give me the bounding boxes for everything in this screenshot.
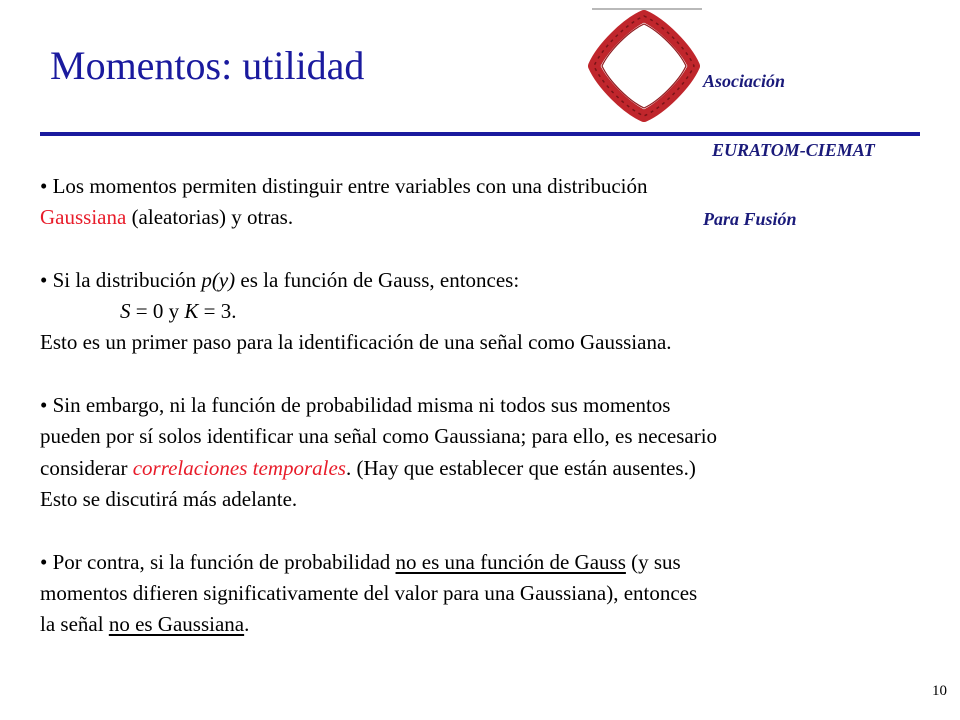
p2-line-2-b: = 3. xyxy=(198,299,237,324)
p1-line-2-rest: (aleatorias) y otras. xyxy=(126,205,294,230)
spacer xyxy=(40,234,920,265)
highlight-correlaciones: correlaciones temporales xyxy=(132,455,346,480)
underlined-no-gauss: no es una función de Gauss xyxy=(395,549,626,574)
p2-line-1-b: es la función de Gauss, entonces: xyxy=(235,267,520,292)
org-line-2: EURATOM-CIEMAT xyxy=(703,140,875,160)
p2-symbol-s: S xyxy=(120,299,131,324)
p4-line-1-a: • Por contra, si la función de probabilidad xyxy=(40,549,396,574)
p2-line-2-a: = 0 y xyxy=(130,299,185,324)
p3-line-1: • Sin embargo, ni la función de probabilidad misma ni todos sus momentos xyxy=(40,393,671,418)
p3-line-2: pueden por sí solos identificar una señal como Gaussiana; para ello, es necesario xyxy=(40,424,718,449)
slide-body xyxy=(40,171,920,640)
p2-line-1 xyxy=(40,265,920,296)
highlight-gaussiana: Gaussiana xyxy=(40,205,127,230)
euratom-ciemat-logo-icon xyxy=(588,10,700,122)
p3-line-3 xyxy=(40,453,920,484)
p1-line-1: • Los momentos permiten distinguir entre variables con una distribución xyxy=(40,174,648,198)
p3-line-3-b: . (Hay que establecer que están ausentes.) xyxy=(345,455,696,480)
title-rule xyxy=(40,132,920,136)
p3-line-4: Esto se discutirá más adelante. xyxy=(40,486,298,511)
org-line-3: Para Fusión xyxy=(703,209,797,229)
p2-py-italic: p(y) xyxy=(201,267,236,292)
org-line-1: Asociación xyxy=(703,71,786,91)
slide-title: Momentos: utilidad xyxy=(50,43,365,88)
p4-line-1 xyxy=(40,547,920,578)
p2-line-2 xyxy=(40,296,920,327)
spacer xyxy=(40,515,920,546)
p4-line-1-b: (y sus xyxy=(625,549,681,574)
p2-line-1-a: • Si la distribución xyxy=(40,267,202,292)
p1-line-2 xyxy=(40,202,920,233)
p4-line-2: momentos difieren significativamente del valor para una Gaussiana), entonces xyxy=(40,580,698,605)
p3-line-3-a: considerar xyxy=(40,455,133,480)
p2-symbol-k: K xyxy=(184,299,199,324)
spacer xyxy=(40,359,920,390)
page-number: 10 xyxy=(932,683,947,699)
p4-line-3 xyxy=(40,609,920,640)
underlined-no-gaussiana: no es Gaussiana xyxy=(108,612,245,637)
p2-line-3: Esto es un primer paso para la identificación de una señal como Gaussiana. xyxy=(40,330,672,355)
p4-line-3-b: . xyxy=(244,612,250,637)
p4-line-3-a: la señal xyxy=(40,612,109,637)
